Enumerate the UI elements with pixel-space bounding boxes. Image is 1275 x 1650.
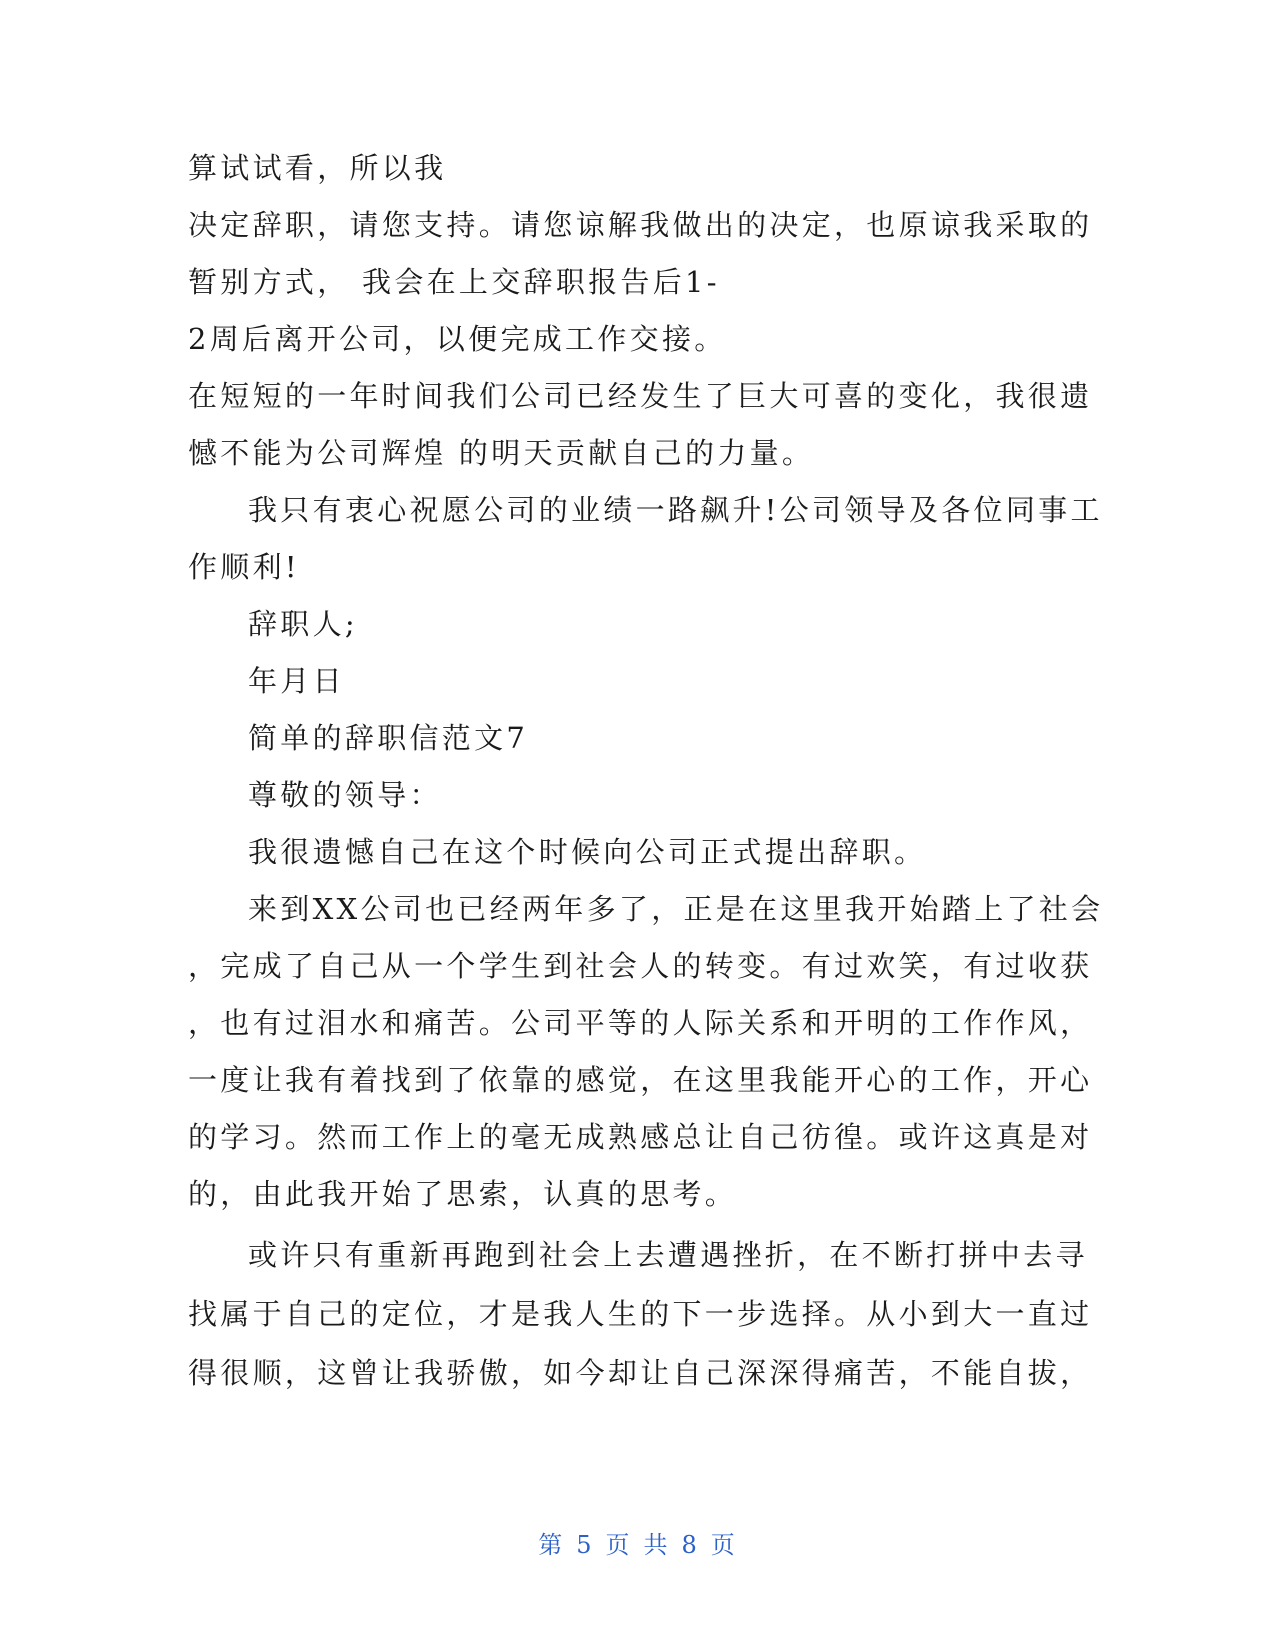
- text-line: 的，由此我开始了思索，认真的思考。: [188, 1177, 738, 1211]
- text-line: 憾不能为公司辉煌 的明天贡献自己的力量。: [188, 436, 815, 470]
- footer-page-word: 页: [605, 1531, 632, 1559]
- footer-total-word: 共: [643, 1531, 670, 1559]
- text-line: 我只有衷心祝愿公司的业绩一路飙升!公司领导及各位同事工: [248, 493, 1103, 527]
- text-line: 找属于自己的定位，才是我人生的下一步选择。从小到大一直过: [188, 1297, 1093, 1331]
- text-line: 作顺利!: [188, 550, 300, 584]
- text-line: 算试试看，所以我: [188, 151, 447, 185]
- footer-current-page: 5: [576, 1531, 594, 1559]
- page-footer: [0, 1525, 1275, 1560]
- salutation: 尊敬的领导：: [248, 778, 442, 812]
- text-line: 2周后离开公司，以便完成工作交接。: [188, 322, 727, 356]
- footer-total-pages: 8: [681, 1531, 699, 1559]
- signature-label: 辞职人;: [248, 607, 358, 641]
- text-line: ，完成了自己从一个学生到社会人的转变。有过欢笑，有过收获: [188, 949, 1093, 983]
- text-line: 暂别方式， 我会在上交辞职报告后1-: [188, 265, 720, 299]
- text-line: 得很顺，这曾让我骄傲，如今却让自己深深得痛苦，不能自拔，: [188, 1356, 1093, 1390]
- text-line: ，也有过泪水和痛苦。公司平等的人际关系和开明的工作作风，: [188, 1006, 1093, 1040]
- date-label: 年月日: [248, 664, 345, 698]
- text-line: 或许只有重新再跑到社会上去遭遇挫折，在不断打拼中去寻: [248, 1238, 1088, 1272]
- text-line: 的学习。然而工作上的毫无成熟感总让自己彷徨。或许这真是对: [188, 1120, 1093, 1154]
- text-line: 我很遗憾自己在这个时候向公司正式提出辞职。: [248, 835, 927, 869]
- text-line: 在短短的一年时间我们公司已经发生了巨大可喜的变化，我很遗: [188, 379, 1093, 413]
- text-line: 来到XX公司也已经两年多了，正是在这里我开始踏上了社会: [248, 892, 1104, 926]
- text-line: 决定辞职，请您支持。请您谅解我做出的决定，也原谅我采取的: [188, 208, 1093, 242]
- footer-prefix: 第: [538, 1531, 565, 1559]
- text-line: 一度让我有着找到了依靠的感觉，在这里我能开心的工作，开心: [188, 1063, 1093, 1097]
- section-heading: 简单的辞职信范文7: [248, 721, 529, 755]
- footer-suffix: 页: [710, 1531, 737, 1559]
